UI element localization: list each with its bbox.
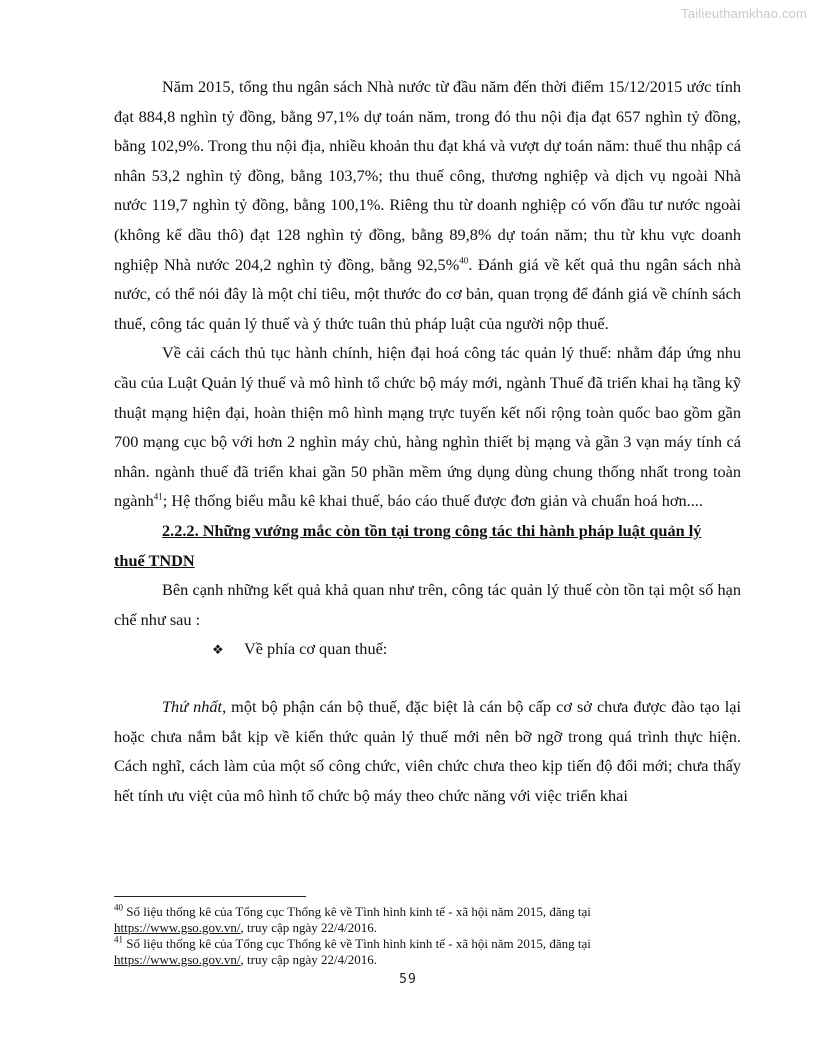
paragraph-text: Năm 2015, tổng thu ngân sách Nhà nước từ đầu năm đến thời điểm 15/12/2015 ước tính đạt 884,8 nghìn tỷ đồng, bằng 97,1% dự toán năm, trong đó thu nội địa đạt 657 nghìn tỷ đồng, bằng 102,9%. Trong thu nội địa, nhiều khoản thu đạt khá và vượt dự toán năm: thuế thu nhập cá nhân 53,2 nghìn tỷ đồng, bằng 103,7%; thu thuế công, thương nghiệp và dịch vụ ngoài Nhà nước 119,7 nghìn tỷ đồng, bằng 100,1%. Riêng thu từ doanh nghiệp có vốn đầu tư nước ngoài (không kể dầu thô) đạt 128 nghìn tỷ đồng, bằng 89,8% dự toán năm; thu từ khu vực doanh nghiệp Nhà nước 204,2 nghìn tỷ đồng, bằng 92,5%	[114, 77, 741, 274]
footnote-ref-41[interactable]: 41	[153, 491, 163, 502]
footnote-tail: , truy cập ngày 22/4/2016.	[240, 952, 377, 967]
footnote-text: Số liệu thống kê của Tổng cục Thống kê về Tình hình kinh tế - xã hội năm 2015, đăng tại	[123, 936, 591, 951]
footnote-number: 40	[114, 902, 123, 913]
paragraph-first-point	[114, 692, 741, 810]
footnote-41	[114, 936, 741, 968]
section-heading-line-2: thuế TNDN	[114, 550, 195, 570]
footnote-number: 41	[114, 934, 123, 945]
section-heading	[114, 516, 741, 575]
footnote-separator	[114, 896, 306, 897]
bullet-item	[114, 634, 741, 692]
document-body	[114, 72, 741, 811]
paragraph-text: ; Hệ thống biểu mẫu kê khai thuế, báo cáo thuế được đơn giản và chuẩn hoá hơn....	[162, 491, 703, 511]
emphasis-lead: Thứ nhất	[162, 697, 223, 717]
paragraph-text: . Đánh giá về kết quả thu ngân sách nhà nước, có thể nói đây là một chỉ tiêu, một thước đo cơ bản, quan trọng để đánh giá về chính sách thuế, công tác quản lý thuế và ý thức tuân thủ pháp luật của người nộp thuế.	[114, 254, 741, 333]
paragraph-limitations: Bên cạnh những kết quả khả quan như trên, công tác quản lý thuế còn tồn tại một số hạn chế như sau :	[114, 580, 741, 629]
footnote-ref-40[interactable]: 40	[459, 255, 469, 266]
footnotes	[114, 904, 741, 968]
paragraph-budget-revenue	[114, 72, 741, 338]
page-number: 59	[399, 972, 417, 987]
watermark: Tailieuthamkhao.com	[681, 6, 807, 21]
section-heading-line-1: 2.2.2. Những vướng mắc còn tồn tại trong công tác thi hành pháp luật quản lý	[162, 520, 702, 540]
diamond-bullet-icon: ❖	[212, 642, 224, 658]
paragraph-text: , một bộ phận cán bộ thuế, đặc biệt là cán bộ cấp cơ sở chưa được đào tạo lại hoặc chưa nắm bắt kịp về kiến thức quản lý thuế mới nên bỡ ngỡ trong quá trình thực hiện. Cách nghĩ, cách làm của một số công chức, viên chức chưa theo kịp tiến độ đổi mới; chưa thấy hết tính ưu việt của mô hình tổ chức bộ máy theo chức năng với việc triển khai	[114, 697, 741, 806]
footnote-40	[114, 904, 741, 936]
bullet-text: Về phía cơ quan thuế:	[244, 639, 388, 659]
paragraph-admin-reform	[114, 338, 741, 516]
paragraph-text: Về cải cách thủ tục hành chính, hiện đại hoá công tác quản lý thuế: nhằm đáp ứng nhu cầu của Luật Quản lý thuế và mô hình tổ chức bộ máy mới, ngành Thuế đã triển khai hạ tầng kỹ thuật mạng hiện đại, hoàn thiện mô hình mạng trực tuyến kết nối rộng toàn quốc bao gồm gần 700 mạng cục bộ với hơn 2 nghìn máy chủ, hàng nghìn thiết bị mạng và gần 3 vạn máy tính cá nhân. ngành thuế đã triển khai gần 50 phần mềm ứng dụng dùng chung thống nhất trong toàn ngành	[114, 343, 741, 511]
footnote-text: Số liệu thống kê của Tổng cục Thống kê về Tình hình kinh tế - xã hội năm 2015, đăng tại	[123, 904, 591, 919]
footnote-link[interactable]: https://www.gso.gov.vn/	[114, 920, 241, 935]
footnote-tail: , truy cập ngày 22/4/2016.	[240, 920, 377, 935]
footnote-link[interactable]: https://www.gso.gov.vn/	[114, 952, 241, 967]
